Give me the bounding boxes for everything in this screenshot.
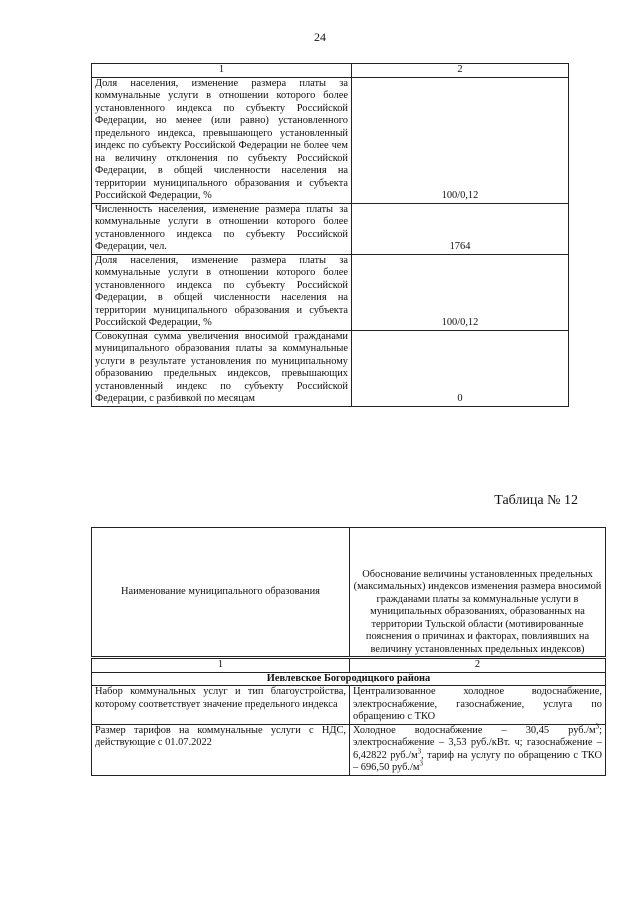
table-caption: Таблица № 12 <box>494 493 578 508</box>
row-value: Централизованное холодное водоснабжение, электроснабжение, газоснабжение, услуга по обращению с ТКО <box>350 686 606 725</box>
row-label: Набор коммунальных услуг и тип благоустройства, которому соответствует значение предельного индекса <box>92 686 350 725</box>
table-row <box>92 686 606 725</box>
unit-superscript: 3 <box>595 722 600 731</box>
unit-superscript: 3 <box>419 759 423 768</box>
row-value: 100/0,12 <box>352 77 569 203</box>
column-numbers-row <box>92 658 606 673</box>
justification-table <box>91 527 606 776</box>
row-value: 100/0,12 <box>352 254 569 330</box>
row-label: Доля населения, изменение размера платы за коммунальные услуги в отношении которого более установленного индекса по субъекту Российской Федерации, но менее (или равно) установленного предельного индекса, превышающего установленный индекс по субъекту Российской Федерации не более чем на величину отклонения по субъекту Российской Федерации, в общей численности населения на территории муниципального образования и субъекта Российской Федерации, % <box>92 77 352 203</box>
header-municipality: Наименование муниципального образования <box>92 528 350 658</box>
table-row <box>92 330 569 406</box>
row-value: 0 <box>352 330 569 406</box>
row-value: 1764 <box>352 203 569 254</box>
column-number-2: 2 <box>350 658 606 673</box>
district-name: Иевлевское Богородицкого района <box>92 672 606 686</box>
row-label: Доля населения, изменение размера платы за коммунальные услуги в отношении которого более установленного индекса по субъекту Российской Федерации, в общей численности населения на территории муниципального образования и субъекта Российской Федерации, % <box>92 254 352 330</box>
column-number-1: 1 <box>92 64 352 78</box>
tariff-water: Холодное водоснабжение – 30,45 руб./м <box>353 724 596 736</box>
row-label: Численность населения, изменение размера платы за коммунальные услуги в отношении которого более установленного индекса по субъекту Российской Федерации, чел. <box>92 203 352 254</box>
column-number-2: 2 <box>352 64 569 78</box>
table-row <box>92 254 569 330</box>
page-number: 24 <box>314 30 326 44</box>
table-row <box>92 77 569 203</box>
row-label: Размер тарифов на коммунальные услуги с НДС, действующие с 01.07.2022 <box>92 724 350 775</box>
table-row <box>92 724 606 775</box>
tariff-electricity-gas: ; электроснабжение – 3,53 руб./кВт. ч; газоснабжение – 6,42822 руб./м <box>353 724 602 761</box>
unit-superscript: 3 <box>417 747 422 756</box>
header-justification: Обоснование величины установленных предельных (максимальных) индексов изменения размера вносимой гражданами платы за коммунальные услуги в муниципальных образованиях, образованных на территории Тульской области (мотивированные пояснения о причинах и факторах, повлиявших на величину установленных предельных индексов) <box>350 528 606 658</box>
indicators-table <box>91 63 569 407</box>
table-header-row <box>92 64 569 78</box>
table-row <box>92 203 569 254</box>
tariff-value <box>350 724 606 775</box>
table-header-row <box>92 528 606 658</box>
district-row <box>92 672 606 686</box>
column-number-1: 1 <box>92 658 350 673</box>
row-label: Совокупная сумма увеличения вносимой гражданами муниципального образования платы за коммунальные услуги в результате установления по муниципальному образованию предельных индексов, превышающих установленный индекс по субъекту Российской Федерации, с разбивкой по месяцам <box>92 330 352 406</box>
tariff-waste: , тариф на услугу по обращению с ТКО – 696,50 руб./м <box>353 749 602 773</box>
